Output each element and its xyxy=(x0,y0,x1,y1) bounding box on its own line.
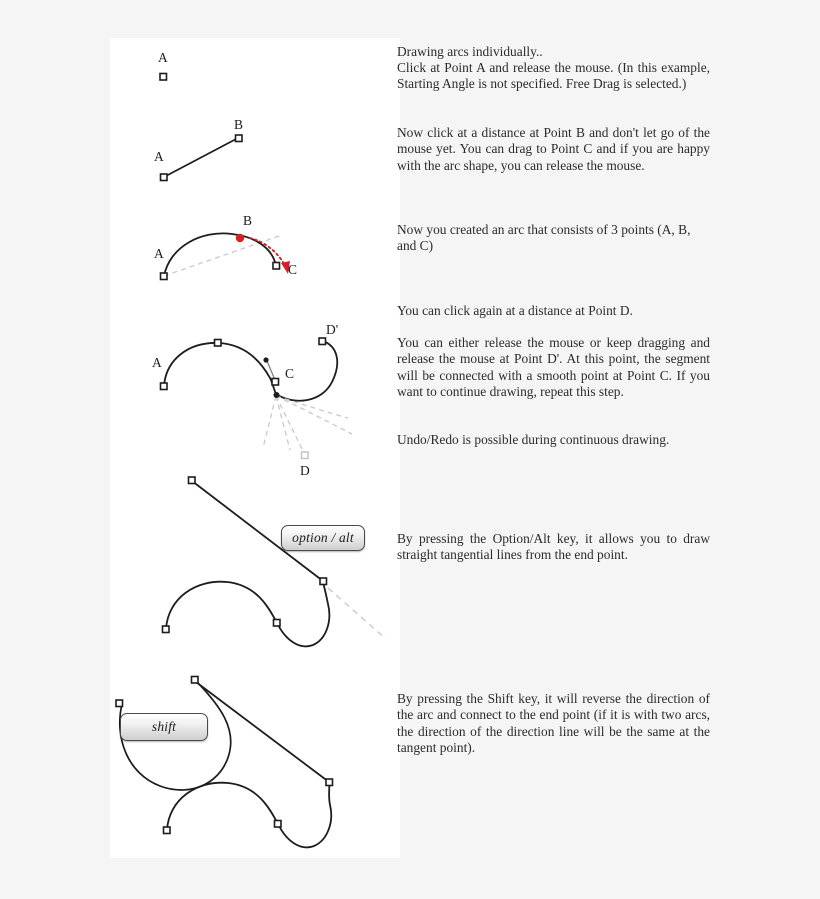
anchor-point-d xyxy=(302,452,309,459)
diagram-step5 xyxy=(163,477,387,646)
anchor-step6-joint xyxy=(326,779,333,786)
arc-a-to-c xyxy=(164,233,276,276)
label-a-step1: A xyxy=(158,50,168,65)
label-c-step4: C xyxy=(285,366,295,381)
paragraph-intro: Drawing arcs individually.. xyxy=(397,44,543,59)
keycap-option-alt[interactable] xyxy=(281,525,365,551)
keycap-shift-label: shift xyxy=(151,719,177,734)
keycap-shift[interactable] xyxy=(120,713,208,741)
anchor-step5-left xyxy=(163,626,170,633)
scurve-step5 xyxy=(166,582,329,647)
label-dprime-step4: D' xyxy=(326,322,339,337)
diagram-step2 xyxy=(154,117,243,181)
label-a-step3: A xyxy=(154,246,164,261)
control-dot-lower-c xyxy=(274,392,280,398)
tangent-guide-dashed xyxy=(328,588,386,639)
diagram-step4 xyxy=(152,322,352,478)
anchor-point-c3 xyxy=(273,263,280,270)
control-dot-b xyxy=(236,234,244,242)
label-b-step2: B xyxy=(234,117,244,132)
paragraph-shift-key: By pressing the Shift key, it will reverse the direction of the arc and connect to the end point (if it is with two arcs, the direction of the direction line will be the same at the tangent point). xyxy=(397,691,710,755)
diagram-step3 xyxy=(154,213,297,280)
anchor-point-a4 xyxy=(161,383,168,390)
anchor-step6-left xyxy=(164,827,171,834)
anchor-step5-joint xyxy=(320,578,327,585)
anchor-step5-top xyxy=(189,477,196,484)
paragraph-option-alt-key: By pressing the Option/Alt key, it allows you to draw straight tangential lines from the end point. xyxy=(397,531,710,563)
anchor-step6-loopend xyxy=(116,700,123,707)
anchor-point-a2 xyxy=(161,174,168,181)
diagram-step1 xyxy=(158,50,168,80)
anchor-point-dprime xyxy=(319,338,326,345)
control-dot-upper-c xyxy=(263,357,268,362)
segment-a-to-b xyxy=(164,138,238,177)
label-b-step3: B xyxy=(243,213,253,228)
paragraph-click-point-a: Click at Point A and release the mouse. (In this example, Starting Angle is not specified. Free Drag is selected.) xyxy=(397,60,710,92)
keycap-option-label: option / alt xyxy=(292,530,354,545)
anchor-point-c4 xyxy=(272,379,279,386)
anchor-point-top4 xyxy=(215,340,222,347)
anchor-point-b2 xyxy=(236,135,243,142)
drag-direction-arrow xyxy=(250,238,286,268)
paragraph-arc-three-points: Now you created an arc that consists of 3 points (A, B, and C) xyxy=(397,222,691,254)
anchor-point-a1 xyxy=(160,74,167,81)
paragraph-undo-redo: Undo/Redo is possible during continuous drawing. xyxy=(397,432,670,447)
paragraph-click-point-b: Now click at a distance at Point B and don't let go of the mouse yet. You can drag to Point C and if you are happy with the arc shape, you can release the mouse. xyxy=(397,125,710,173)
anchor-step5-mid xyxy=(274,620,281,627)
label-a-step2: A xyxy=(154,149,164,164)
label-a-step4: A xyxy=(152,355,162,370)
anchor-step6-top xyxy=(192,677,199,684)
shift-straight-line xyxy=(196,682,329,782)
anchor-step6-mid xyxy=(275,821,282,828)
anchor-point-a3 xyxy=(161,273,168,280)
paragraph-release-dprime: You can either release the mouse or keep dragging and release the mouse at Point D'. At this point, the segment will be connected with a smooth point at Point C. If you want to continue drawing, repeat this step. xyxy=(397,335,710,399)
label-d-step4: D xyxy=(300,463,310,478)
guide-chord-step3 xyxy=(164,235,282,276)
tangent-handle-c xyxy=(267,361,275,380)
paragraph-click-point-d: You can click again at a distance at Point D. xyxy=(397,303,633,318)
diagram-step6 xyxy=(116,677,333,848)
direction-line-fan xyxy=(263,396,352,453)
scurve-step6 xyxy=(167,783,331,848)
arc-a-through-c xyxy=(164,343,276,394)
label-c-step3: C xyxy=(288,262,298,277)
